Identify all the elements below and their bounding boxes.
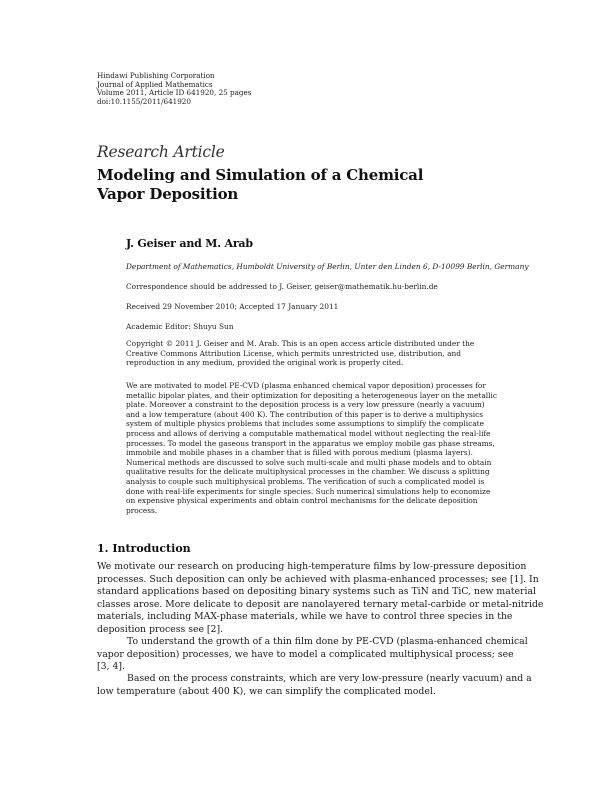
body-line: processes. Such deposition can only be achieved with plasma-enhanced processes; see [1]. In bbox=[97, 573, 539, 585]
volume-info: Volume 2011, Article ID 641920, 25 pages bbox=[97, 88, 252, 98]
abstract-line: qualitative results for the delicate multiphysical processes in the chamber. We discuss a splitting bbox=[126, 467, 490, 477]
article-type: Research Article bbox=[97, 143, 225, 161]
body-line: materials, including MAX-phase materials, while we have to control three species in the bbox=[97, 611, 513, 622]
abstract-line: processes. To model the gaseous transport in the apparatus we employ mobile gas phase streams, bbox=[126, 438, 495, 448]
copyright-line: Copyright © 2011 J. Geiser and M. Arab. This is an open access article distributed under the bbox=[126, 339, 475, 348]
abstract-line: system of multiple physics problems that includes some assumptions to simplify the complicate bbox=[126, 419, 485, 429]
abstract-line: on expensive physical experiments and obtain control mechanisms for the delicate deposition bbox=[126, 496, 478, 506]
copyright-line: reproduction in any medium, provided the original work is properly cited. bbox=[126, 358, 404, 368]
abstract-line: plate. Moreover a constraint to the deposition process is a very low pressure (nearly a vacuum) bbox=[126, 400, 485, 410]
abstract-line: analysis to couple such multiphysical problems. The verification of such a complicated model is bbox=[126, 476, 485, 486]
correspondence: Correspondence should be addressed to J. Geiser, geiser@mathematik.hu-berlin.de bbox=[126, 282, 438, 291]
title-line: Modeling and Simulation of a Chemical bbox=[97, 166, 424, 184]
abstract-line: metallic bipolar plates, and their optimization for depositing a heterogeneous layer on the metallic bbox=[126, 390, 497, 400]
doi: doi:10.1155/2011/641920 bbox=[97, 96, 191, 106]
publisher-name: Hindawi Publishing Corporation bbox=[97, 71, 215, 80]
intro-paragraph-3 bbox=[97, 673, 532, 698]
body-line: low temperature (about 400 K), we can simplify the complicated model. bbox=[97, 685, 436, 697]
abstract-line: and a low temperature (about 400 K). The contribution of this paper is to derive a multiphysics bbox=[126, 409, 484, 419]
journal-header bbox=[97, 72, 251, 106]
body-line: We motivate our research on producing high-temperature films by low-pressure deposition bbox=[97, 561, 527, 572]
body-line: deposition process see [2]. bbox=[97, 623, 224, 635]
paper-title bbox=[97, 166, 507, 204]
body-line: Based on the process constraints, which are very low-pressure (nearly vacuum) and a bbox=[127, 673, 532, 684]
abstract-line: immobile and mobile phases in a chamber that is filled with porous medium (plasma layers). bbox=[126, 448, 473, 458]
intro-paragraph-2 bbox=[97, 636, 528, 674]
abstract-line: process. bbox=[126, 505, 158, 515]
copyright-notice bbox=[126, 339, 505, 368]
intro-paragraph-1 bbox=[97, 561, 544, 636]
section-heading-introduction: 1. Introduction bbox=[97, 542, 191, 555]
body-line: vapor deposition) processes, we have to model a complicated multiphysical process; see bbox=[97, 648, 514, 660]
body-line: classes arose. More delicate to deposit are nanolayered ternary metal-carbide or metal-nitride bbox=[97, 598, 544, 610]
copyright-line: Creative Commons Attribution License, which permits unrestricted use, distribution, and bbox=[126, 348, 461, 358]
abstract bbox=[126, 381, 505, 515]
affiliation: Department of Mathematics, Humboldt University of Berlin, Unter den Linden 6, D-10099 Berlin, Germany bbox=[126, 262, 529, 271]
abstract-line: done with real-life experiments for single species. Such numerical simulations help to economize bbox=[126, 486, 491, 496]
body-line: To understand the growth of a thin film done by PE-CVD (plasma-enhanced chemical bbox=[127, 636, 528, 647]
received-dates: Received 29 November 2010; Accepted 17 January 2011 bbox=[126, 302, 339, 311]
academic-editor: Academic Editor: Shuyu Sun bbox=[126, 322, 234, 331]
journal-name: Journal of Applied Mathematics bbox=[97, 79, 213, 89]
authors: J. Geiser and M. Arab bbox=[126, 237, 253, 250]
abstract-line: We are motivated to model PE-CVD (plasma enhanced chemical vapor deposition) processes for bbox=[126, 381, 486, 390]
title-line: Vapor Deposition bbox=[97, 185, 239, 203]
body-line: standard applications based on depositing binary systems such as TiN and TiC, new material bbox=[97, 586, 536, 597]
abstract-line: process and allows of deriving a computable mathematical model without neglecting the real-life bbox=[126, 428, 491, 438]
abstract-line: Numerical methods are discussed to solve such multi-scale and multi phase models and to obtain bbox=[126, 457, 492, 467]
body-line: [3, 4]. bbox=[97, 661, 125, 672]
